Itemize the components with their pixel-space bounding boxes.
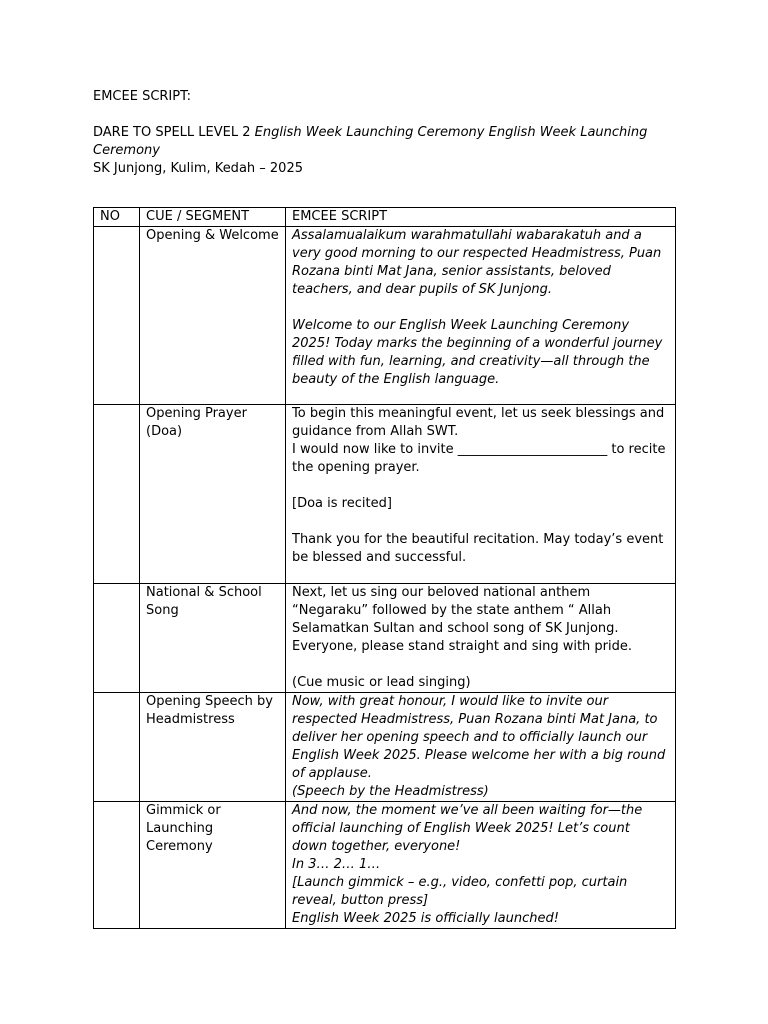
event-location: SK Junjong, Kulim, Kedah – 2025	[93, 161, 303, 176]
script-paragraph: I would now like to invite _______________________ to recite the opening prayer.	[292, 442, 666, 475]
table-row	[94, 802, 676, 929]
row-script	[286, 405, 676, 584]
row-cue: National & School Song	[140, 584, 286, 693]
table-row	[94, 405, 676, 584]
header-no: NO	[94, 208, 140, 227]
row-cue: Opening Speech by Headmistress	[140, 693, 286, 802]
script-paragraph: [Doa is recited]	[292, 496, 392, 511]
row-no	[94, 584, 140, 693]
script-paragraph: Now, with great honour, I would like to invite our respected Headmistress, Puan Rozana binti Mat Jana, to deliver her opening speech and to officially launch our English Week 2025. Please welcome her with a big round of applause.	[292, 694, 666, 781]
row-script	[286, 802, 676, 929]
row-cue: Opening & Welcome	[140, 227, 286, 405]
header-cue-segment: CUE / SEGMENT	[140, 208, 286, 227]
script-paragraph: (Cue music or lead singing)	[292, 675, 471, 690]
event-title-prefix: DARE TO SPELL LEVEL 2	[93, 125, 255, 140]
row-no	[94, 405, 140, 584]
row-script	[286, 693, 676, 802]
table-row	[94, 693, 676, 802]
script-paragraph: (Speech by the Headmistress)	[292, 784, 489, 799]
table-header-row	[94, 208, 676, 227]
emcee-script-table	[93, 207, 676, 929]
row-no	[94, 227, 140, 405]
table-row	[94, 584, 676, 693]
row-cue: Opening Prayer (Doa)	[140, 405, 286, 584]
script-paragraph: [Launch gimmick – e.g., video, confetti pop, curtain reveal, button press]	[292, 875, 628, 908]
script-paragraph: English Week 2025 is officially launched!	[292, 911, 559, 926]
script-paragraph: Welcome to our English Week Launching Ceremony 2025! Today marks the beginning of a wonderful journey filled with fun, learning, and creativity—all through the beauty of the English language.	[292, 318, 663, 387]
table-row	[94, 227, 676, 405]
script-paragraph: Assalamualaikum warahmatullahi wabarakatuh and a very good morning to our respected Headmistress, Puan Rozana binti Mat Jana, senior assistants, beloved teachers, and dear pupils of SK Junjong.	[292, 228, 662, 297]
row-script	[286, 227, 676, 405]
row-script	[286, 584, 676, 693]
doc-title: EMCEE SCRIPT:	[93, 89, 191, 104]
event-title	[93, 124, 693, 160]
row-cue: Gimmick or Launching Ceremony	[140, 802, 286, 929]
script-paragraph: To begin this meaningful event, let us seek blessings and guidance from Allah SWT.	[292, 406, 665, 439]
script-paragraph: In 3… 2… 1…	[292, 857, 381, 872]
header-emcee-script: EMCEE SCRIPT	[286, 208, 676, 227]
script-paragraph: Thank you for the beautiful recitation. May today’s event be blessed and successful.	[292, 532, 664, 565]
event-title-italic: English Week Launching Ceremony English Week Launching Ceremony	[93, 125, 648, 158]
script-paragraph: Next, let us sing our beloved national anthem “Negaraku” followed by the state anthem “ Allah Selamatkan Sultan and school song of SK Junjong. Everyone, please stand straight and sing with pride.	[292, 585, 633, 654]
row-no	[94, 802, 140, 929]
script-paragraph: And now, the moment we’ve all been waiting for—the official launching of English Week 2025! Let’s count down together, everyone!	[292, 803, 643, 854]
row-no	[94, 693, 140, 802]
